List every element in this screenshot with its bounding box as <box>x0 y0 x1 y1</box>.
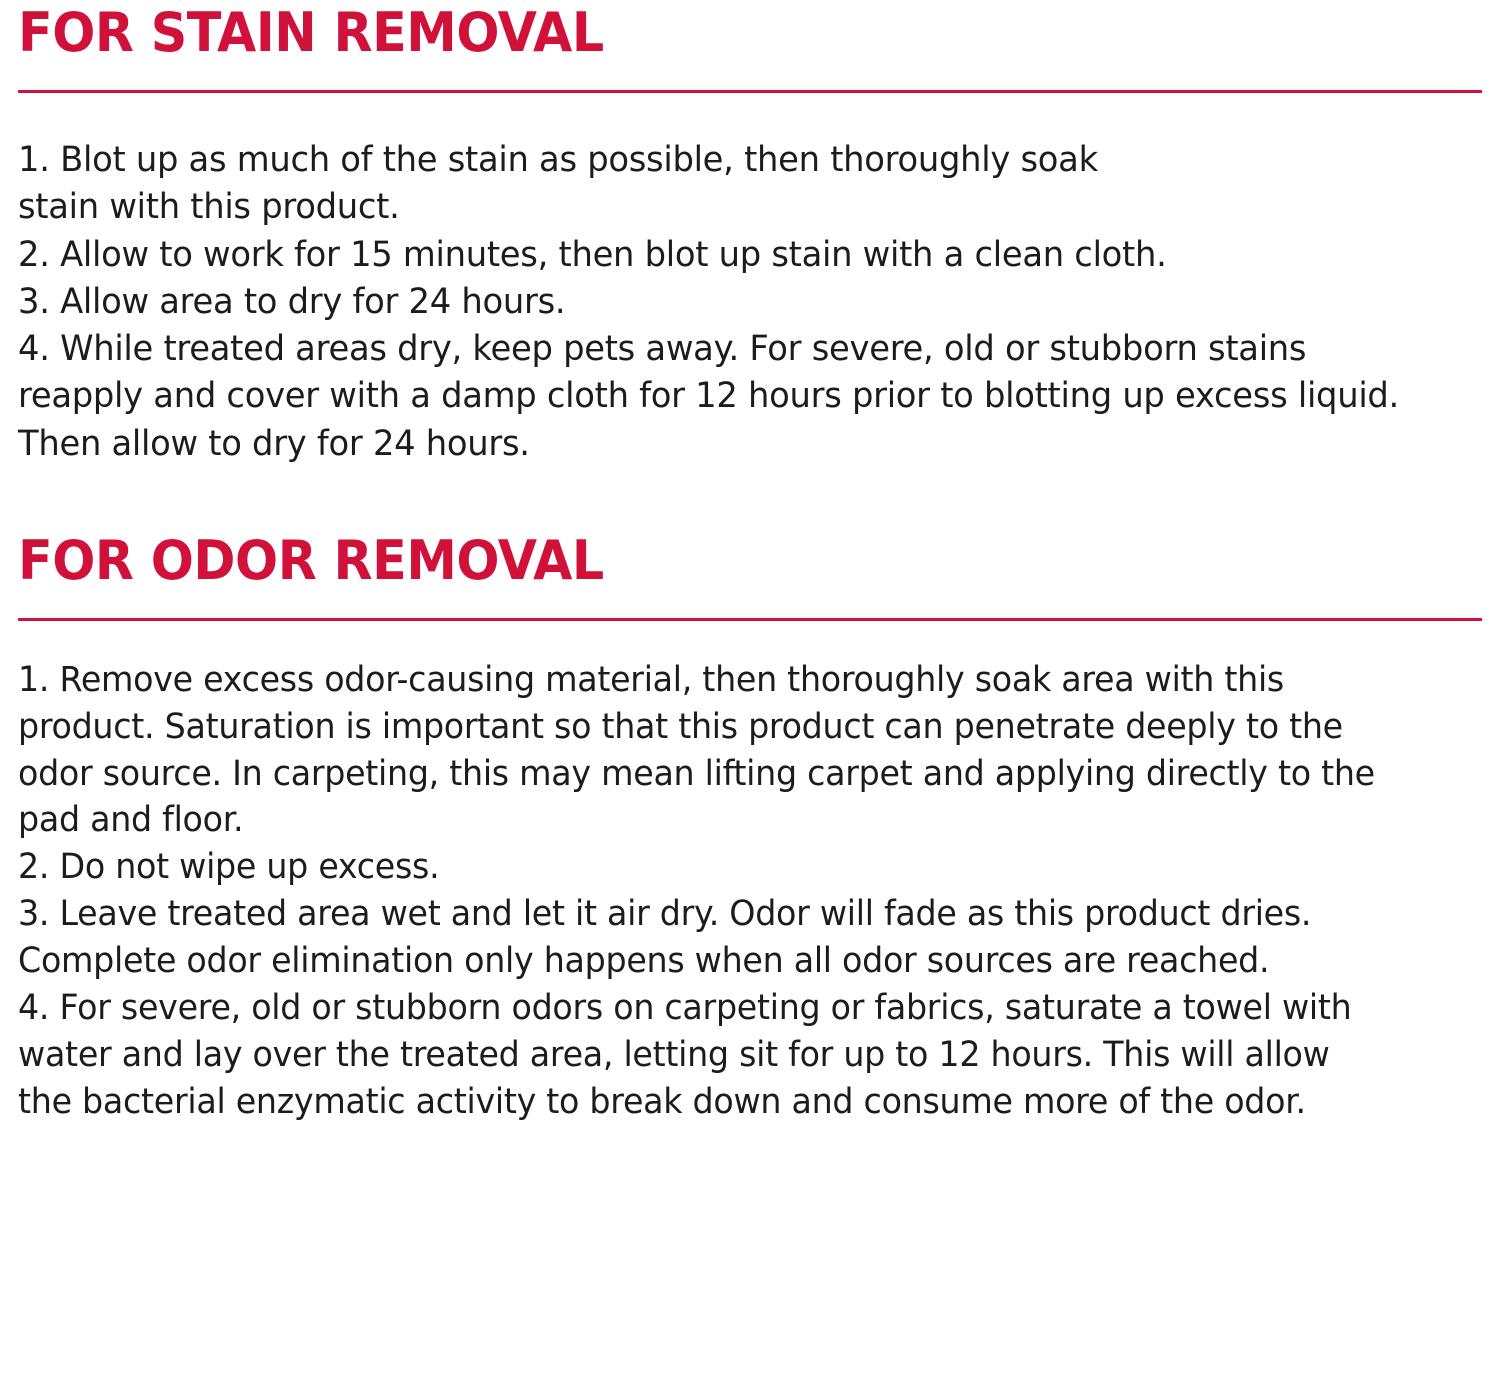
instruction-line: product. Saturation is important so that this product can penetrate deeply to the <box>18 706 1343 747</box>
instruction-line: pad and floor. <box>18 800 244 841</box>
instruction-line: 3. Allow area to dry for 24 hours. <box>18 281 566 322</box>
instruction-line: 1. Blot up as much of the stain as possible, then thoroughly soak <box>18 140 1098 180</box>
stain-removal-heading: FOR STAIN REMOVAL <box>18 1 604 64</box>
instruction-line: Complete odor elimination only happens when all odor sources are reached. <box>18 941 1270 982</box>
instruction-line: 4. For severe, old or stubborn odors on carpeting or fabrics, saturate a towel with <box>18 988 1352 1029</box>
stain-removal-instructions <box>18 93 1431 468</box>
instruction-line: 3. Leave treated area wet and let it air dry. Odor will fade as this product dries. <box>18 894 1312 935</box>
instruction-line: 2. Allow to work for 15 minutes, then blot up stain with a clean cloth. <box>18 234 1167 275</box>
instruction-line: odor source. In carpeting, this may mean lifting carpet and applying directly to the <box>18 753 1375 794</box>
odor-removal-heading: FOR ODOR REMOVAL <box>18 528 604 592</box>
instruction-line: stain with this product. <box>18 187 400 228</box>
instruction-line: 4. While treated areas dry, keep pets away. For severe, old or stubborn stains <box>18 329 1307 369</box>
instruction-line: Then allow to dry for 24 hours. <box>18 423 530 464</box>
stain-removal-section <box>18 0 1482 468</box>
odor-removal-section <box>18 528 1482 1126</box>
instruction-line: 2. Do not wipe up excess. <box>18 847 440 888</box>
odor-removal-instructions <box>18 621 1431 1126</box>
instruction-line: the bacterial enzymatic activity to break down and consume more of the odor. <box>18 1081 1306 1122</box>
instruction-line: reapply and cover with a damp cloth for 12 hours prior to blotting up excess liquid. <box>18 376 1400 417</box>
instruction-line: 1. Remove excess odor-causing material, then thoroughly soak area with this <box>18 659 1284 700</box>
instruction-line: water and lay over the treated area, letting sit for up to 12 hours. This will allow <box>18 1035 1330 1075</box>
